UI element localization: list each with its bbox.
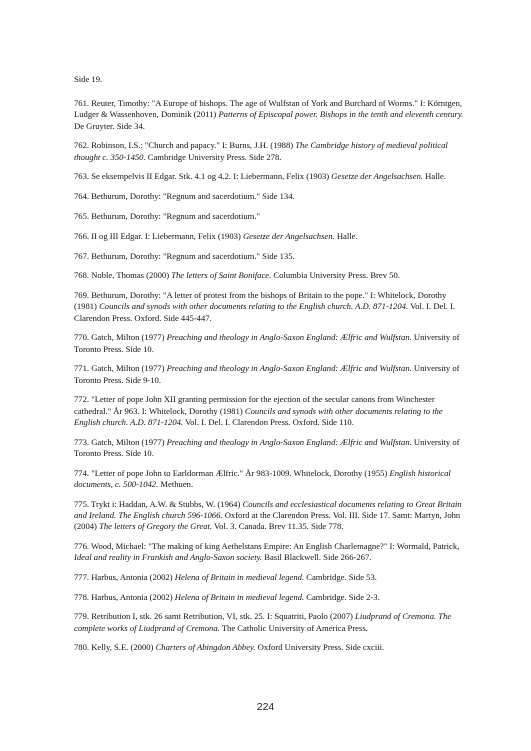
endnote-text: Cambridge University Press. Side 278.	[145, 151, 282, 162]
endnote	[74, 171, 466, 182]
endnote-text: 764. Bethurum, Dorothy: "Regnum and sacerdotium." Side 134.	[74, 191, 295, 202]
endnote-text: 777. Harbus, Antonia (2002)	[74, 571, 175, 582]
endnote	[74, 251, 466, 262]
endnote-title: Helena of Britain in medieval legend.	[174, 571, 305, 582]
endnote	[74, 98, 466, 132]
endnote-title: Helena of Britain in medieval legend.	[174, 591, 305, 602]
endnote-text: 768. Noble, Thomas (2000)	[74, 270, 172, 281]
endnote-text: Cambridge. Side 2-3.	[304, 591, 380, 602]
endnote	[74, 541, 466, 563]
endnote-title: Liudprand of Cremona. The complete works of Liudprand of Cremona.	[74, 611, 452, 633]
endnote-text: 763. Se eksempelvis II Edgar. Stk. 4.1 og 4.2. I: Liebermann, Felix (1903)	[74, 171, 332, 182]
endnote-title: Councils and synods with other documents relating to the English church. A.D. 871-1204.	[74, 405, 443, 427]
endnote-text: 771. Gatch, Milton (1977)	[74, 363, 167, 374]
endnote-text: The Catholic University of America Press.	[219, 622, 368, 633]
endnote-text: 767. Bethurum, Dorothy: "Regnum and sacerdotium." Side 135.	[74, 250, 295, 261]
endnote-text: 778. Harbus, Antonia (2002)	[74, 591, 175, 602]
endnotes	[74, 74, 466, 662]
endnote-title: The letters of Gregory the Great.	[99, 521, 213, 531]
endnote-text: Halle.	[334, 230, 358, 241]
endnote-text: University of Toronto Press. Side 10.	[74, 436, 460, 458]
endnote-text: Basil Blackwell. Side 266-267.	[262, 552, 372, 562]
endnote	[74, 437, 466, 459]
endnote	[74, 290, 466, 324]
endnote-title: Preaching and theology in Anglo-Saxon England: Ælfric and Wulfstan.	[166, 436, 412, 447]
endnote-title: Preaching and theology in Anglo-Saxon England: Ælfric and Wulfstan.	[166, 332, 412, 343]
endnote-text: University of Toronto Press. Side 9-10.	[74, 363, 460, 385]
endnote-title: English historical documents, c. 500-1042.	[74, 467, 451, 489]
endnote-text: Vol. I. Del. I. Clarendon Press. Oxford. Side 445-447.	[74, 301, 456, 323]
endnote-text: 774. "Letter of pope John to Earldorman Ælfric." År 983-1009. Whitelock, Dorothy (1955)	[74, 467, 390, 478]
endnote	[74, 499, 466, 533]
endnote-text: Cambridge. Side 53.	[304, 571, 377, 582]
endnote-list	[74, 98, 466, 653]
endnote-text: University of Toronto Press. Side 10.	[74, 332, 460, 354]
endnote-text: 765. Bethurum, Dorothy: "Regnum and sacerdotium."	[74, 211, 261, 221]
endnote-text: De Gruyter. Side 34.	[74, 120, 145, 131]
endnote-text: 769. Bethurum, Dorothy: "A letter of protest from the bishops of Britain to the pope." I: Whitelock, Dorothy (1981)	[74, 290, 447, 312]
endnote-title: Ideal and reality in Frankish and Anglo-Saxon society.	[74, 552, 263, 562]
endnote	[74, 270, 466, 281]
endnote	[74, 191, 466, 202]
endnote-text: 761. Reuter, Timothy: "A Europe of bishops. The age of Wulfstan of York and Burchard of Worms." I: Körntgen, Ludger & Wassenhoven, Dominik (2011)	[74, 98, 463, 120]
endnote-text: 770. Gatch, Milton (1977)	[74, 332, 167, 343]
endnote-text: Columbia University Press. Brev 50.	[271, 270, 400, 281]
endnote	[74, 592, 466, 603]
endnote	[74, 611, 466, 633]
endnote	[74, 572, 466, 583]
endnote-text: Halle.	[423, 171, 446, 182]
endnote-text: 775. Trykt i: Haddan, A.W. & Stubbs, W. (1964)	[74, 498, 243, 509]
endnote-title: Councils and ecclesiastical documents relating to Great Britain and Ireland. The English church 596-1066.	[74, 498, 462, 520]
endnote	[74, 140, 466, 162]
endnote-text: 780. Kelly, S.E. (2000)	[74, 642, 156, 653]
endnote-title: The Cambridge history of medieval political thought c. 350-1450.	[74, 140, 448, 162]
endnote-title: Councils and synods with other documents relating to the English church. A.D. 871-1204.	[99, 301, 409, 312]
endnote-title: Patterns of Episcopal power. Bishops in the tenth and eleventh century.	[218, 109, 464, 120]
endnote	[74, 642, 466, 653]
endnote	[74, 394, 466, 428]
endnote-title: The letters of Saint Boniface.	[171, 270, 272, 281]
endnote	[74, 231, 466, 242]
endnote-text: 773. Gatch, Milton (1977)	[74, 436, 167, 447]
continued-note: Side 19.	[74, 74, 103, 84]
endnote	[74, 332, 466, 354]
endnote-text: Methuen.	[158, 478, 194, 489]
endnote-title: Gesetze der Angelsachsen.	[331, 171, 424, 182]
page-number: 224	[256, 701, 275, 713]
endnote-title: Charters of Abingdon Abbey.	[155, 642, 256, 653]
endnote-text: Vol. I. Del. I. Clarendon Press. Oxford. Side 110.	[183, 416, 354, 427]
endnote-text: Oxford University Press. Side cxciii.	[255, 642, 385, 653]
endnote	[74, 468, 466, 490]
endnote	[74, 363, 466, 385]
endnote-text: 772. "Letter of pope John XII granting permission for the ejection of the secular canons from Winchester cathedral." År 963. I: Whitelock, Dorothy (1981)	[74, 394, 435, 416]
endnote-text: Vol. 3. Canada. Brev 11.35. Side 778.	[212, 521, 344, 531]
endnote-text: 779. Retribution I, stk. 26 samt Retribution, VI, stk. 25. I: Squatriti, Paolo (2007)	[74, 611, 356, 622]
endnote	[74, 211, 466, 222]
endnote-text: 776. Wood, Michael: "The making of king Aethelstans Empire: An English Charlemagne?" I: Wormald, Patrick,	[74, 540, 460, 551]
endnote-title: Gesetze der Angelsachsen.	[242, 230, 335, 241]
endnote-text: Oxford at the Clarendon Press. Vol. III. Side 17. Samt: Martyn, John (2004)	[74, 509, 461, 531]
endnote-title: Preaching and theology in Anglo-Saxon England: Ælfric and Wulfstan.	[166, 363, 412, 374]
endnote-text: 766. II og III Edgar. I: Liebermann, Felix (1903)	[74, 230, 243, 241]
endnote-text: 762. Robinson, I.S.: "Church and papacy." I: Burns, J.H. (1988)	[74, 140, 296, 151]
